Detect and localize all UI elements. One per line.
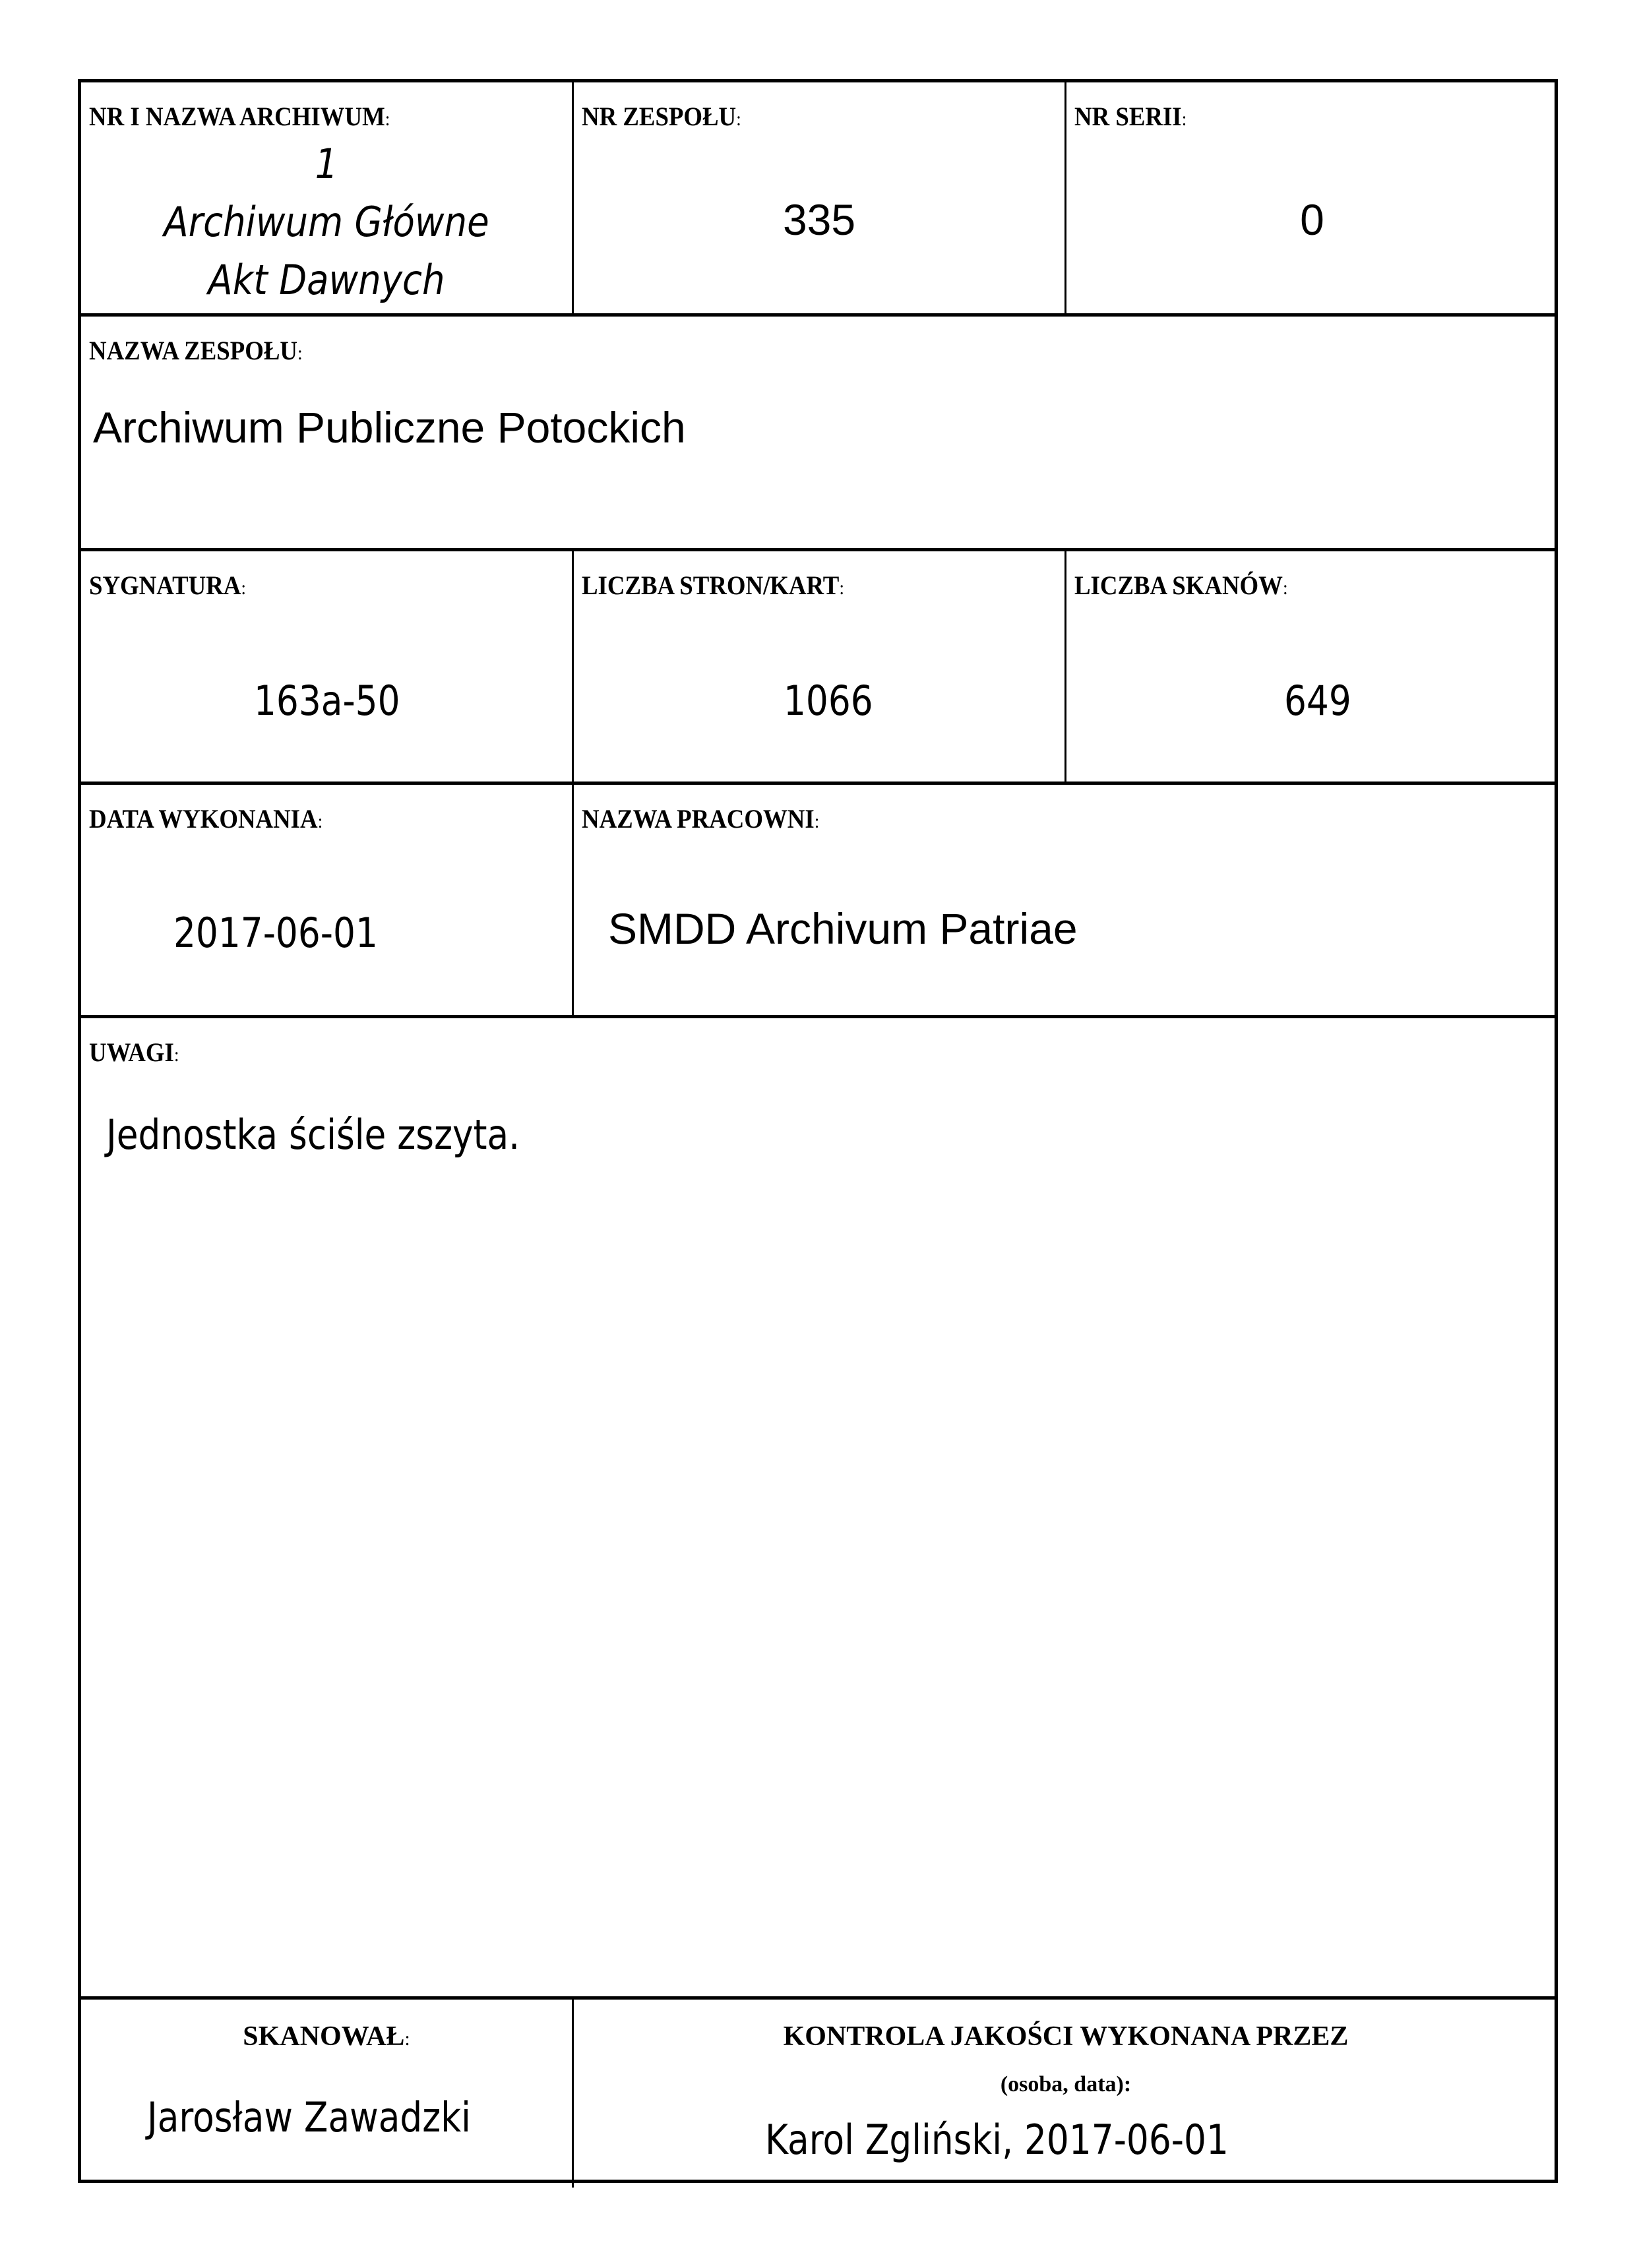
pages-count-label: LICZBA STRON/KART:: [582, 570, 845, 600]
fond-name-cell: [81, 317, 1555, 548]
scans-count-value: 649: [1284, 677, 1351, 725]
workshop-cell: [574, 785, 1558, 1015]
pages-count-value: 1066: [784, 677, 873, 725]
execution-date-value: 2017-06-01: [173, 909, 378, 957]
scanned-by-value: Jarosław Zawadzki: [147, 2093, 471, 2141]
fond-number-value: 335: [782, 195, 856, 244]
archive-value: [81, 135, 572, 309]
pages-count-cell: [574, 551, 1064, 782]
workshop-label: NAZWA PRACOWNI:: [582, 804, 820, 834]
scans-count-cell: [1066, 551, 1558, 782]
series-number-value: 0: [1300, 195, 1324, 244]
quality-control-cell: [574, 2000, 1558, 2183]
scans-count-label: LICZBA SKANÓW:: [1074, 570, 1288, 600]
workshop-value: SMDD Archivum Patriae: [608, 904, 1078, 953]
notes-cell: [81, 1018, 1555, 1996]
quality-control-sublabel: (osoba, data):: [1000, 2072, 1132, 2097]
scanned-by-cell: [81, 2000, 572, 2183]
notes-value: Jednostka ściśle zszyta.: [106, 1111, 520, 1159]
fond-name-label: NAZWA ZESPOŁU:: [89, 336, 303, 365]
execution-date-label: DATA WYKONANIA:: [89, 804, 323, 834]
archive-name-line2: Akt Dawnych: [208, 256, 445, 304]
fond-number-cell: [574, 82, 1064, 313]
archive-cell: [81, 82, 572, 313]
fond-number-label: NR ZESPOŁU:: [582, 102, 741, 131]
archive-label: NR I NAZWA ARCHIWUM:: [89, 102, 390, 131]
series-number-label: NR SERII:: [1074, 102, 1187, 131]
signature-label: SYGNATURA:: [89, 570, 247, 600]
scanned-by-label: SKANOWAŁ:: [243, 2021, 410, 2052]
quality-control-label: KONTROLA JAKOŚCI WYKONANA PRZEZ: [783, 2021, 1349, 2052]
archive-name-line1: Archiwum Główne: [164, 198, 489, 246]
series-number-cell: [1066, 82, 1558, 313]
archive-metadata-sheet: [78, 79, 1558, 2183]
fond-name-value: Archiwum Publiczne Potockich: [93, 403, 686, 452]
notes-label: UWAGI:: [89, 1037, 179, 1067]
signature-value: 163a-50: [254, 677, 400, 725]
signature-cell: [81, 551, 572, 782]
execution-date-cell: [81, 785, 572, 1015]
archive-number: 1: [315, 140, 338, 188]
quality-control-value: Karol Zgliński, 2017-06-01: [765, 2116, 1229, 2164]
